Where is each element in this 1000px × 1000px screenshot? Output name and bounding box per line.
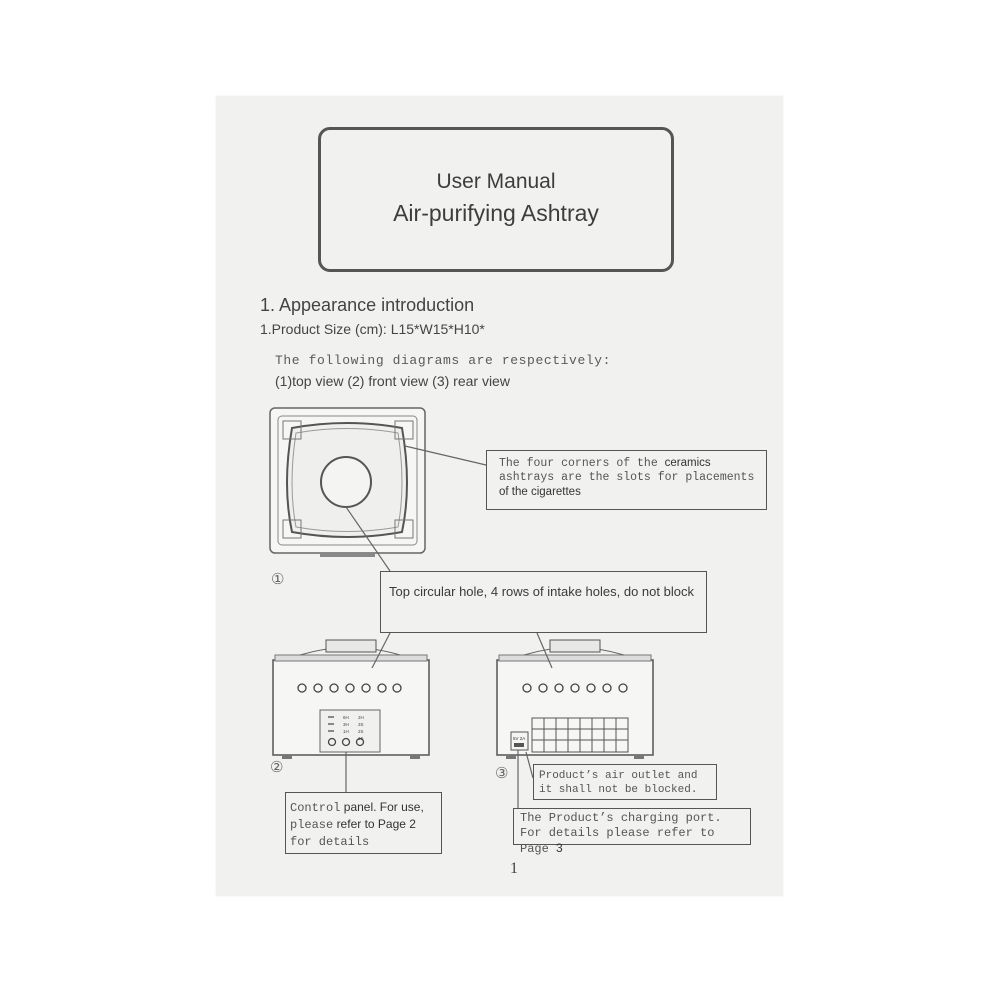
figure-number-top: ① — [271, 571, 285, 588]
rear-view-diagram — [497, 640, 653, 759]
charging-port-label: 5V 2A — [513, 736, 526, 741]
corners-callout-end: of the cigarettes — [499, 486, 581, 498]
manual-title: User Manual — [436, 170, 556, 193]
corners-callout-text: The four corners of the — [499, 457, 658, 470]
air-outlet-callout: Product’s air outlet and it shall not be blocked. — [533, 764, 717, 800]
section-heading: 1. Appearance introduction — [260, 295, 475, 315]
charging-port-callout — [513, 808, 751, 856]
control-callout-emph: panel. For use, — [343, 800, 424, 814]
control-callout-please: please — [290, 818, 334, 832]
charging-callout-text: The Product’s charging port. For details please refer to Page — [520, 811, 722, 856]
control-panel-callout — [285, 792, 442, 854]
corners-callout-emph: ceramics — [664, 457, 711, 469]
top-view-diagram — [270, 408, 425, 557]
corners-callout — [486, 450, 767, 510]
product-title: Air-purifying Ashtray — [393, 200, 599, 226]
intake-callout: Top circular hole, 4 rows of intake holes, do not block — [380, 571, 707, 633]
control-callout-details: for details — [290, 835, 370, 849]
diagram-list: (1)top view (2) front view (3) rear view — [275, 373, 510, 389]
control-callout-lead: Control — [290, 801, 341, 815]
figure-number-rear: ③ — [495, 765, 509, 782]
panel-label-2h: 2H — [358, 715, 364, 720]
figure-number-front: ② — [270, 759, 284, 776]
product-size: 1.Product Size (cm): L15*W15*H10* — [260, 321, 485, 337]
panel-label-1h: 1H — [343, 729, 349, 734]
front-view-diagram — [273, 640, 429, 759]
panel-label-6h: 6H — [343, 715, 349, 720]
panel-label-3h: 3H — [343, 722, 349, 727]
panel-label-3s: 3S — [358, 722, 364, 727]
diagram-intro: The following diagrams are respectively: — [275, 353, 612, 368]
control-callout-page: refer to Page 2 — [336, 817, 416, 831]
panel-label-1s: 1S — [358, 736, 364, 741]
corners-callout-middle: ashtrays are the slots for placements — [499, 471, 755, 484]
charging-callout-page: 3 — [556, 841, 563, 855]
panel-label-2s: 2S — [358, 729, 364, 734]
page-number: 1 — [510, 860, 518, 877]
